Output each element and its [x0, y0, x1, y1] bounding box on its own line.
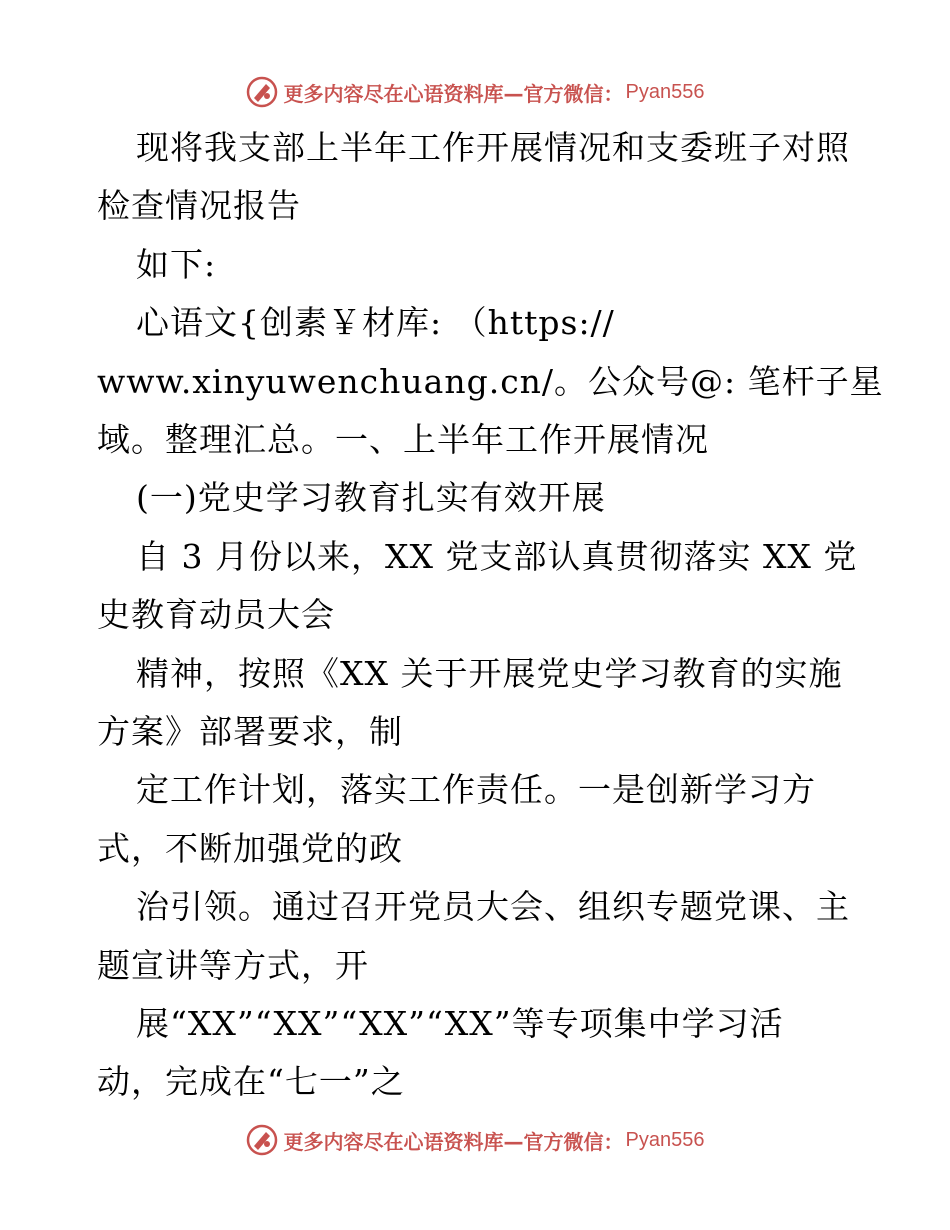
- footer-banner-wechat-id: Pyan556: [625, 1128, 705, 1151]
- text-line-2: 检查情况报告: [97, 186, 301, 225]
- text-line-9: 史教育动员大会: [97, 595, 335, 634]
- text-line-11: 方案》部署要求，制: [97, 712, 403, 751]
- text-line-15: 题宣讲等方式，开: [97, 946, 369, 985]
- text-line-3: 如下:: [136, 245, 217, 284]
- text-line-16: 展“XX”“XX”“XX”“XX”等专项集中学习活: [136, 1004, 784, 1043]
- footer-banner: [0, 1120, 950, 1160]
- text-line-13: 式，不断加强党的政: [97, 829, 403, 868]
- text-line-5: www.xinyuwenchuang.cn/。公众号@: 笔杆子星: [97, 362, 884, 401]
- header-banner-text: 更多内容尽在心语资料库—官方微信：: [283, 81, 624, 106]
- header-banner-wechat-id: Pyan556: [625, 80, 705, 103]
- text-line-17: 动，完成在“七一”之: [97, 1062, 405, 1101]
- pen-circle-logo-icon: [246, 1124, 278, 1156]
- text-line-7: (一)党史学习教育扎实有效开展: [136, 478, 606, 517]
- footer-banner-text: 更多内容尽在心语资料库—官方微信：: [283, 1129, 624, 1154]
- text-line-14: 治引领。通过召开党员大会、组织专题党课、主: [136, 887, 850, 926]
- text-line-4: 心语文{创素￥材库: （https://: [136, 303, 615, 342]
- text-line-10: 精神，按照《XX 关于开展党史学习教育的实施: [136, 654, 843, 693]
- text-line-8: 自 3 月份以来，XX 党支部认真贯彻落实 XX 党: [136, 537, 858, 576]
- text-line-6: 域。整理汇总。一、上半年工作开展情况: [97, 420, 709, 459]
- text-line-1: 现将我支部上半年工作开展情况和支委班子对照: [136, 128, 850, 167]
- text-line-12: 定工作计划，落实工作责任。一是创新学习方: [136, 770, 816, 809]
